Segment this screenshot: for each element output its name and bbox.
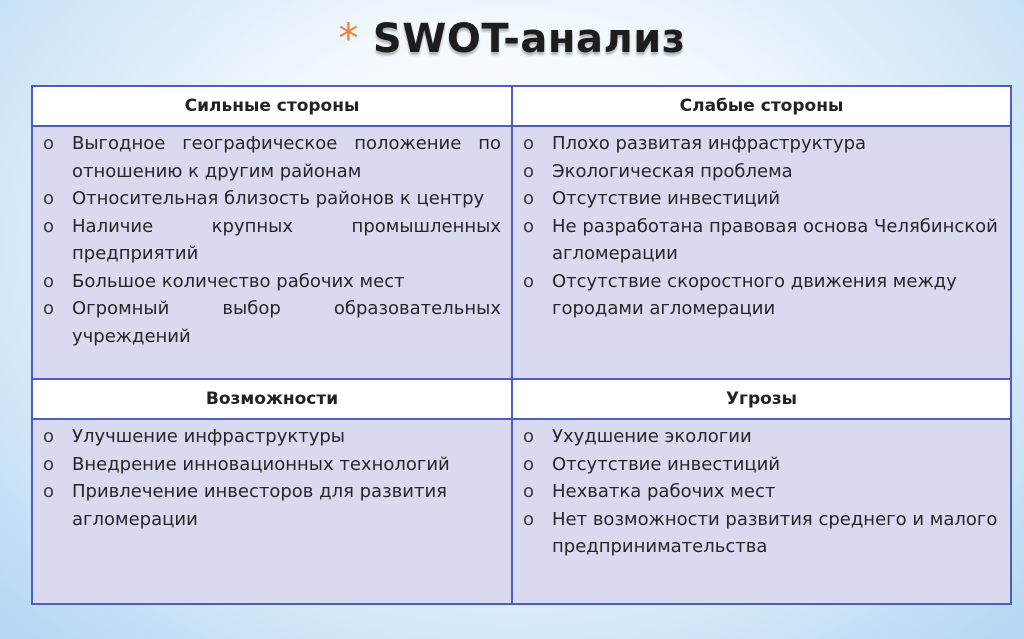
list-item — [43, 268, 501, 296]
list-item — [43, 130, 501, 185]
circle-bullet-icon: o — [523, 188, 535, 209]
list-item-text: Нехватка рабочих мест — [552, 481, 776, 502]
list-item — [43, 185, 501, 213]
list-item-text: Выгодное географическое положение по отношению к другим районам — [72, 133, 501, 182]
list-item — [523, 268, 1000, 323]
list-item-text: Плохо развитая инфраструктура — [552, 133, 867, 154]
circle-bullet-icon: o — [523, 481, 535, 502]
list-item — [523, 423, 1000, 451]
circle-bullet-icon: o — [43, 133, 55, 154]
circle-bullet-icon: o — [523, 160, 535, 182]
list-item-text: Наличие крупных промышленных предприятий — [72, 215, 501, 264]
list-item-text: Не разработана правовая основа Челябинской агломерации — [552, 215, 998, 264]
list-item-text: Отсутствие скоростного движения между городами агломерации — [552, 270, 957, 319]
list-item-text: Отсутствие инвестиций — [552, 188, 781, 209]
circle-bullet-icon: o — [523, 215, 535, 237]
list-item-text: Экологическая проблема — [552, 160, 793, 182]
slide-title — [0, 16, 1024, 62]
list-item — [43, 213, 501, 268]
circle-bullet-icon: o — [43, 215, 55, 237]
list-item — [523, 158, 1000, 186]
list-item — [523, 451, 1000, 479]
cell-weaknesses — [512, 126, 1011, 379]
list-item — [523, 478, 1000, 506]
list-item — [43, 295, 501, 350]
list-item-text: Улучшение инфраструктуры — [72, 426, 345, 447]
weaknesses-list — [523, 130, 1000, 323]
title-text: SWOT-анализ — [372, 16, 686, 62]
list-item — [43, 478, 501, 533]
list-item-text: Огромный выбор образовательных учреждений — [72, 298, 501, 347]
title-star-icon: * — [338, 16, 359, 62]
circle-bullet-icon: o — [43, 188, 55, 209]
list-item — [523, 130, 1000, 158]
circle-bullet-icon: o — [43, 453, 55, 475]
list-item — [523, 213, 1000, 268]
list-item-text: Привлечение инвесторов для развития агломерации — [72, 481, 447, 530]
list-item — [43, 423, 501, 451]
threats-list — [523, 423, 1000, 561]
header-opportunities: Возможности — [32, 379, 512, 419]
strengths-list — [43, 130, 501, 350]
circle-bullet-icon: o — [523, 270, 535, 292]
circle-bullet-icon: o — [43, 481, 55, 502]
list-item-text: Относительная близость районов к центру — [72, 188, 485, 209]
header-threats: Угрозы — [512, 379, 1011, 419]
list-item — [523, 185, 1000, 213]
list-item-text: Внедрение инновационных технологий — [72, 453, 450, 475]
list-item — [43, 451, 501, 479]
header-strengths: Сильные стороны — [32, 86, 512, 126]
circle-bullet-icon: o — [523, 508, 535, 530]
list-item-text: Отсутствие инвестиций — [552, 453, 781, 475]
cell-strengths — [32, 126, 512, 379]
opportunities-list — [43, 423, 501, 533]
circle-bullet-icon: o — [43, 270, 55, 292]
list-item-text: Ухудшение экологии — [552, 426, 752, 447]
list-item — [523, 506, 1000, 561]
cell-threats — [512, 419, 1011, 604]
swot-table — [31, 85, 1012, 605]
circle-bullet-icon: o — [43, 298, 55, 319]
list-item-text: Большое количество рабочих мест — [72, 270, 405, 292]
header-weaknesses: Слабые стороны — [512, 86, 1011, 126]
list-item-text: Нет возможности развития среднего и малого предпринимательства — [552, 508, 998, 557]
cell-opportunities — [32, 419, 512, 604]
circle-bullet-icon: o — [523, 133, 535, 154]
circle-bullet-icon: o — [43, 426, 55, 447]
circle-bullet-icon: o — [523, 426, 535, 447]
circle-bullet-icon: o — [523, 453, 535, 475]
